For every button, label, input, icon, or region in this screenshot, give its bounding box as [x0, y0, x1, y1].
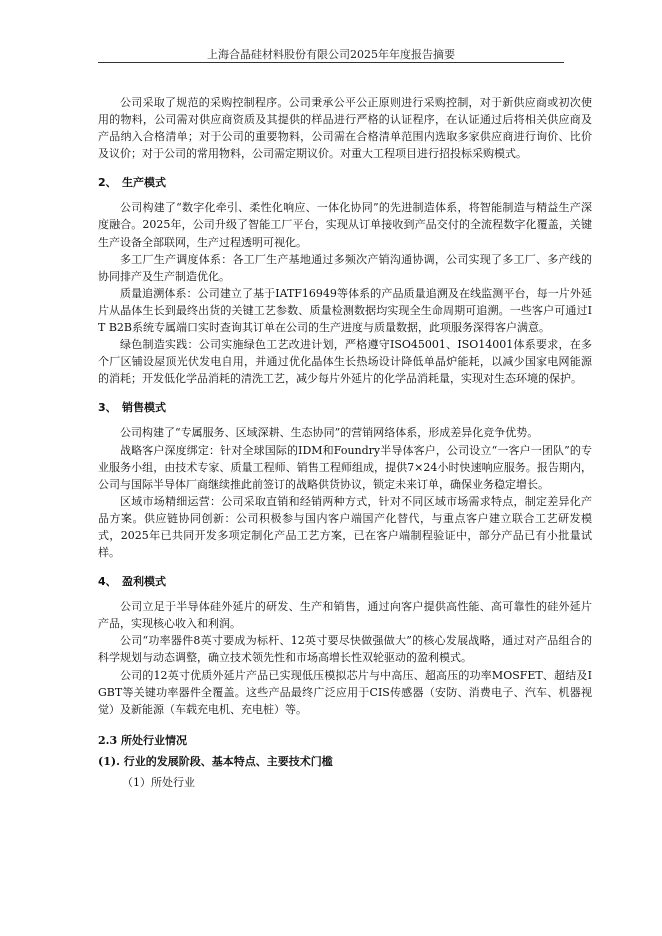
subsection-heading-development-stage: (1). 行业的发展阶段、基本特点、主要技术门槛 — [98, 754, 333, 768]
paragraph-procurement: 公司采取了规范的采购控制程序。公司秉承公平公正原则进行采购控制，对于新供应商或初次使用的物料，公司需对供应商资质及其提供的样品进行严格的认证程序，在认证通过后将相关供应商及产品纳入合格清单；对于公司的重要物料，公司需在合格清单范围内选取多家供应商进行询价、比价及议价；对于公司的常用物料，公司需定期议价。对重大工程项目进行招投标采购模式。 — [98, 96, 592, 161]
heading-number: 2、 — [98, 176, 117, 190]
section-heading-industry: 2.3 所处行业情况 — [98, 733, 187, 747]
heading-text: 生产模式 — [122, 176, 166, 190]
paragraph-sales-1: 公司构建了“专属服务、区域深耕、生态协同”的营销网络体系，形成差异化竞争优势。 — [120, 426, 539, 440]
header-divider — [98, 62, 564, 63]
paragraph-sales-3: 区域市场精细运营：公司采取直销和经销两种方式，针对不同区域市场需求特点，制定差异化产品方案。供应链协同创新：公司积极参与国内客户端国产化替代，与重点客户建立联合工艺研发模式，2025年已共同开发多项定制化产品工艺方案，已在客户端制程验证中，部分产品已有小批量试样。 — [98, 494, 592, 560]
paragraph-production-3: 质量追溯体系：公司建立了基于IATF16949等体系的产品质量追溯及在线监测平台，每一片外延片从晶体生长到最终出货的关键工艺参数、质量检测数据均实现全生命周期可追溯。一些客户可通过IT B2B系统专属端口实时查询其订单在公司的生产进度与质量数据，此项服务深得客户满意。 — [98, 286, 592, 335]
heading-number: 3、 — [98, 401, 117, 415]
heading-production-mode — [98, 174, 592, 191]
paragraph-profit-2: 公司“功率器件8英寸要成为标杆、12英寸要尽快做强做大”的核心发展战略，通过对产品组合的科学规划与动态调整，确立技术领先性和市场高增长性双轮驱动的盈利模式。 — [98, 634, 592, 665]
list-item-industry: （1）所处行业 — [122, 775, 195, 789]
heading-number: 4、 — [98, 575, 117, 589]
paragraph-production-1: 公司构建了“数字化牵引、柔性化响应、一体化协同”的先进制造体系，将智能制造与精益生产深度融合。2025年，公司升级了智能工厂平台，实现从订单接收到产品交付的全流程数字化覆盖，关键生产设备全部联网，生产过程透明可视化。 — [98, 201, 592, 249]
heading-sales-mode — [98, 399, 592, 416]
document-body — [98, 94, 592, 791]
heading-profit-mode — [98, 573, 592, 590]
heading-text: 销售模式 — [122, 401, 166, 415]
paragraph-production-4: 绿色制造实践：公司实施绿色工艺改进计划，严格遵守ISO45001、ISO14001体系要求，在多个厂区铺设屋顶光伏发电自用，并通过优化晶体生长热场设计降低单晶炉能耗，以减少国家电网能源的消耗；开发低化学品消耗的清洗工艺，减少每片外延片的化学品消耗量，实现对生态环境的保护。 — [98, 338, 592, 386]
paragraph-profit-3: 公司的12英寸优质外延片产品已实现低压模拟芯片与中高压、超高压的功率MOSFET、超结及IGBT等关键功率器件全覆盖。这些产品最终广泛应用于CIS传感器（安防、消费电子、汽车、机器视觉）及新能源（车载充电机、充电桩）等。 — [98, 668, 592, 716]
paragraph-production-2: 多工厂生产调度体系：各工厂生产基地通过多频次产销沟通协调，公司实现了多工厂、多产线的协同排产及生产制造优化。 — [98, 252, 592, 283]
paragraph-profit-1: 公司立足于半导体硅外延片的研发、生产和销售，通过向客户提供高性能、高可靠性的硅外延片产品，实现核心收入和利润。 — [98, 600, 592, 631]
heading-text: 盈利模式 — [122, 575, 166, 589]
paragraph-sales-2: 战略客户深度绑定：针对全球国际的IDM和Foundry半导体客户，公司设立“一客户一团队”的专业服务小组，由技术专家、质量工程师、销售工程师组成，提供7×24小时快速响应服务。报告期内，公司与国际半导体厂商继续推此前签订的战略供货协议，锁定未来订单，确保业务稳定增长。 — [98, 443, 592, 491]
page-header-title: 上海合晶硅材料股份有限公司2025年年度报告摘要 — [207, 48, 455, 61]
